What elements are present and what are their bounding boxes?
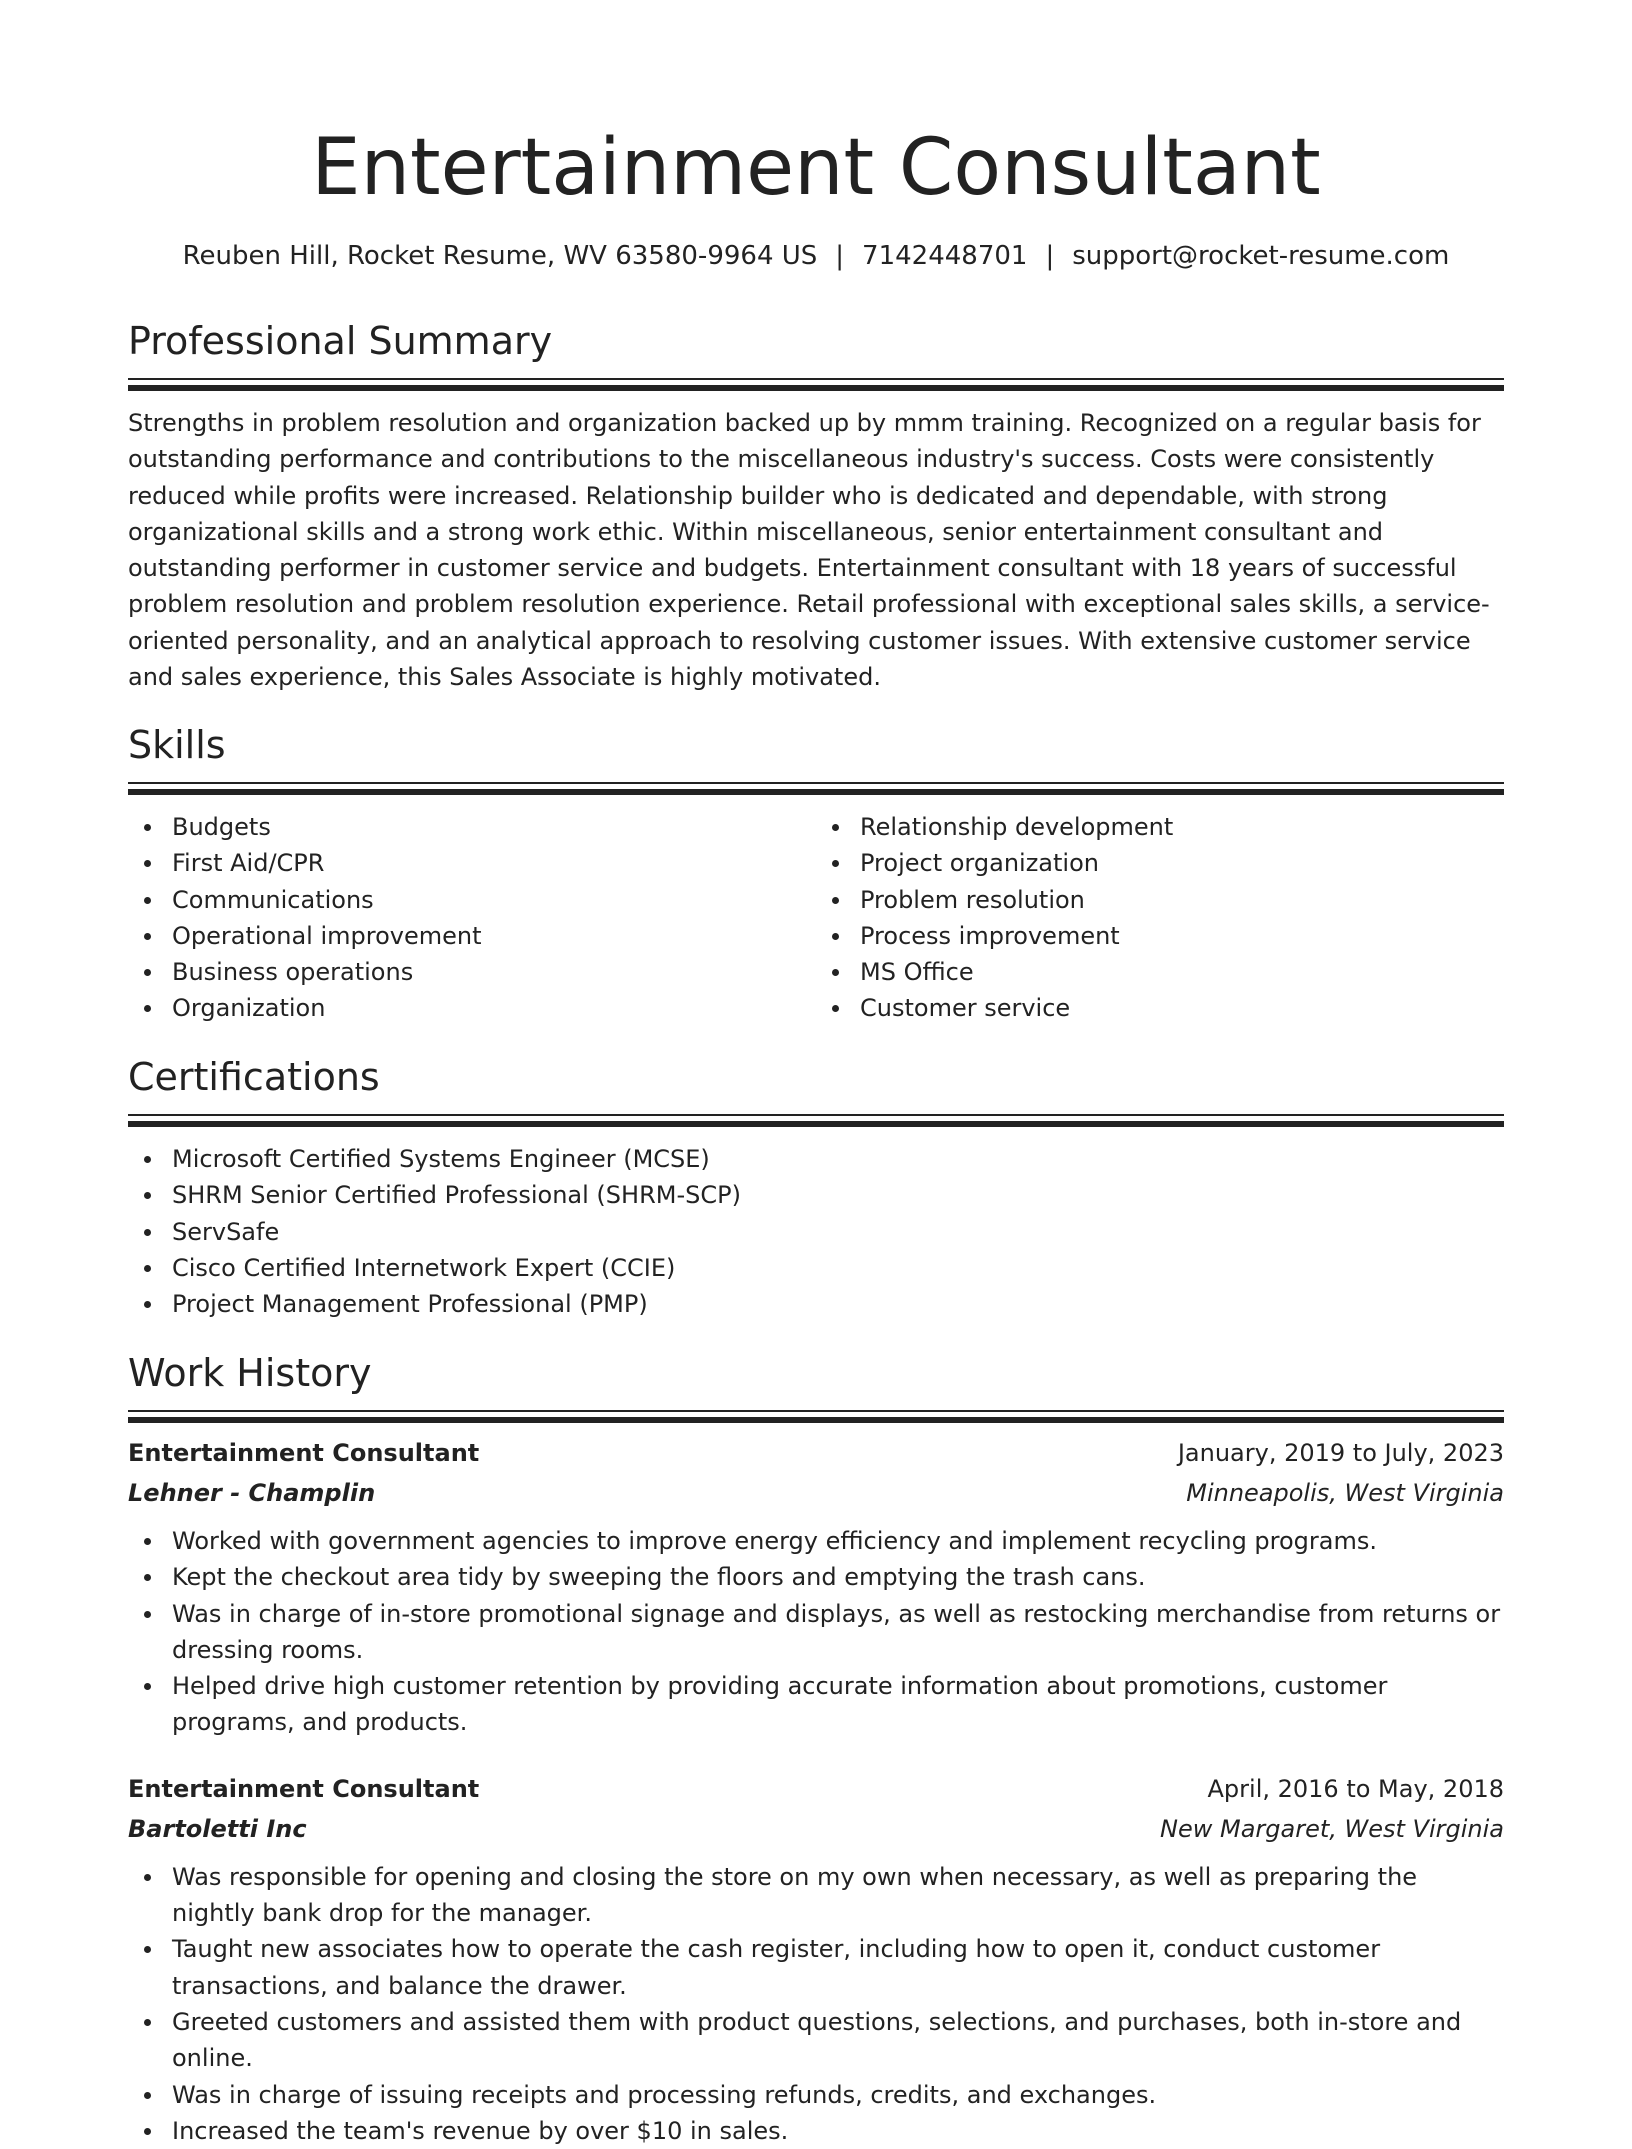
list-item: Microsoft Certified Systems Engineer (MCSE) [172, 1141, 1504, 1177]
contact-email: support@rocket-resume.com [1072, 241, 1450, 271]
list-item: Relationship development [860, 809, 1504, 845]
job-header [128, 1433, 1504, 1473]
list-item: Taught new associates how to operate the cash register, including how to open it, conduct customer transactions, and balance the drawer. [172, 1931, 1504, 2004]
contact-separator: | [1045, 241, 1055, 271]
list-item: Project organization [860, 845, 1504, 881]
list-item: Process improvement [860, 918, 1504, 954]
contact-line [128, 238, 1504, 274]
job-header [128, 1769, 1504, 1809]
list-item: Problem resolution [860, 882, 1504, 918]
list-item: MS Office [860, 954, 1504, 990]
section-title: Work History [128, 1351, 372, 1395]
summary-section [128, 316, 1504, 695]
section-title: Professional Summary [128, 319, 553, 363]
work-history-section [128, 1348, 1504, 2149]
job-company: Bartoletti Inc [128, 1814, 307, 1843]
list-item: First Aid/CPR [172, 845, 816, 881]
contact-separator: | [835, 241, 845, 271]
certifications-list [128, 1141, 1504, 1322]
list-item: Greeted customers and assisted them with product questions, selections, and purchases, both in-store and online. [172, 2004, 1504, 2077]
skills-columns [128, 809, 1504, 1027]
list-item: Organization [172, 990, 816, 1026]
certifications-section [128, 1052, 1504, 1322]
job-title: Entertainment Consultant [128, 1439, 480, 1467]
section-divider [128, 782, 1504, 795]
list-item: Helped drive high customer retention by providing accurate information about promotions, customer programs, and products. [172, 1668, 1504, 1741]
list-item: Worked with government agencies to improve energy efficiency and implement recycling programs. [172, 1523, 1504, 1559]
list-item: Business operations [172, 954, 816, 990]
list-item: ServSafe [172, 1214, 1504, 1250]
section-divider [128, 378, 1504, 391]
list-item: Operational improvement [172, 918, 816, 954]
contact-phone: 7142448701 [862, 241, 1028, 271]
list-item: SHRM Senior Certified Professional (SHRM-SCP) [172, 1177, 1504, 1213]
job-location: Minneapolis, West Virginia [1186, 1479, 1504, 1507]
list-item: Communications [172, 882, 816, 918]
summary-text: Strengths in problem resolution and organization backed up by mmm training. Recognized on a regular basis for outstanding performance and contributions to the miscellaneous industry's success. Costs were consistently reduced while profits were increased. Relationship builder who is dedicated and dependable, with strong organizational skills and a strong work ethic. Within miscellaneous, senior entertainment consultant and outstanding performer in customer service and budgets. Entertainment consultant with 18 years of successful problem resolution and problem resolution experience. Retail professional with exceptional sales skills, a service-oriented personality, and an analytical approach to resolving customer issues. With extensive customer service and sales experience, this Sales Associate is highly motivated. [128, 409, 1490, 692]
section-title: Certifications [128, 1055, 380, 1099]
job-title: Entertainment Consultant [128, 1774, 480, 1803]
list-item: Budgets [172, 809, 816, 845]
job-subheader [128, 1473, 1504, 1513]
list-item: Was responsible for opening and closing the store on my own when necessary, as well as preparing the nightly bank drop for the manager. [172, 1859, 1504, 1932]
skills-list-right [816, 809, 1504, 1027]
job-location: New Margaret, West Virginia [1160, 1814, 1504, 1843]
job-bullets [128, 1859, 1504, 2149]
list-item: Project Management Professional (PMP) [172, 1286, 1504, 1322]
list-item: Customer service [860, 990, 1504, 1026]
job-dates: January, 2019 to July, 2023 [1177, 1439, 1504, 1467]
job-subheader [128, 1809, 1504, 1849]
section-divider [128, 1114, 1504, 1127]
job-company: Lehner - Champlin [128, 1479, 376, 1507]
list-item: Cisco Certified Internetwork Expert (CCIE) [172, 1250, 1504, 1286]
job-entry [128, 1769, 1504, 2149]
job-dates: April, 2016 to May, 2018 [1207, 1774, 1504, 1803]
contact-address: Reuben Hill, Rocket Resume, WV 63580-9964 US [182, 241, 818, 271]
section-divider [128, 1410, 1504, 1423]
skills-list-left [128, 809, 816, 1027]
list-item: Was in charge of in-store promotional signage and displays, as well as restocking merchandise from returns or dressing rooms. [172, 1596, 1504, 1669]
skills-section [128, 720, 1504, 1027]
list-item: Increased the team's revenue by over $10 in sales. [172, 2113, 1504, 2149]
section-title: Skills [128, 723, 226, 767]
resume-title: Entertainment Consultant [311, 123, 1321, 213]
job-entry [128, 1433, 1504, 1741]
list-item: Was in charge of issuing receipts and processing refunds, credits, and exchanges. [172, 2077, 1504, 2113]
list-item: Kept the checkout area tidy by sweeping the floors and emptying the trash cans. [172, 1559, 1504, 1595]
job-bullets [128, 1523, 1504, 1741]
